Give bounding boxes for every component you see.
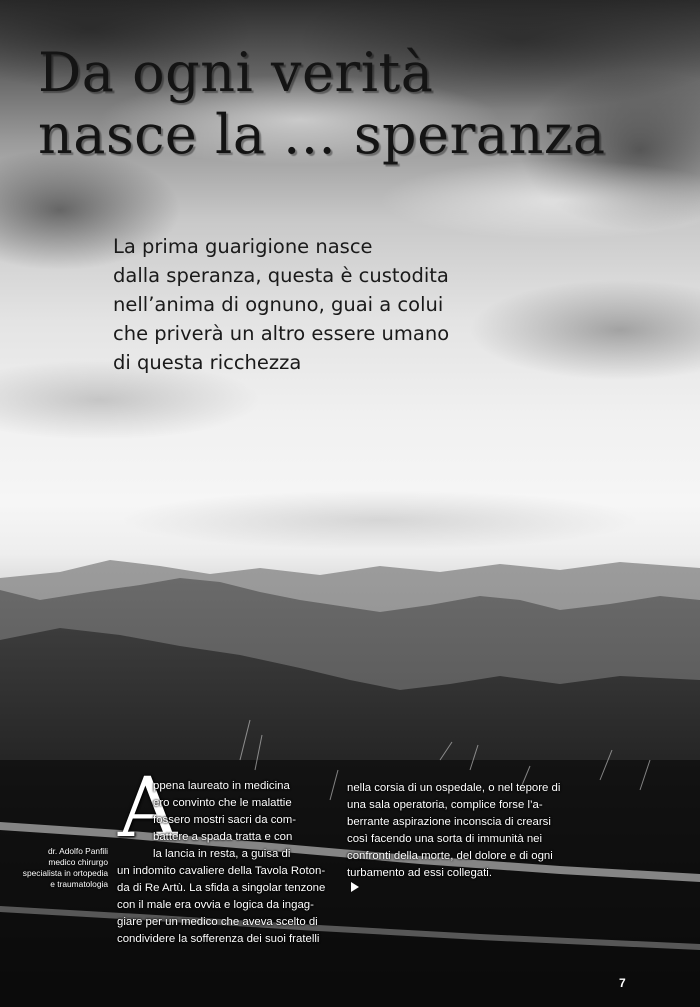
title-line-1: Da ogni verità bbox=[38, 41, 434, 104]
body-line: nella corsia di un ospedale, o nel tepore di bbox=[347, 782, 561, 794]
subtitle-line: La prima guarigione nasce bbox=[113, 235, 373, 258]
body-line: un indomito cavaliere della Tavola Roton- bbox=[117, 865, 326, 877]
body-line-text: turbamento ad essi collegati. bbox=[347, 867, 492, 879]
body-line: giare per un medico che aveva scelto di bbox=[117, 916, 318, 928]
article-subtitle bbox=[113, 232, 533, 377]
body-line: ero convinto che le malattie bbox=[153, 797, 292, 809]
author-role: specialista in ortopedia bbox=[22, 868, 108, 878]
subtitle-line: che priverà un altro essere umano bbox=[113, 322, 450, 345]
body-line: la lancia in resta, a guisa di bbox=[153, 848, 291, 860]
body-line: una sala operatoria, complice forse l’a- bbox=[347, 799, 543, 811]
body-line: confronti della morte, del dolore e di ogni bbox=[347, 850, 553, 862]
continue-arrow-icon bbox=[351, 882, 359, 892]
title-line-2: nasce la ... speranza bbox=[38, 103, 606, 166]
author-byline bbox=[8, 846, 108, 890]
subtitle-line: di questa ricchezza bbox=[113, 351, 302, 374]
body-line: da di Re Artù. La sfida a singolar tenzone bbox=[117, 882, 326, 894]
body-line: battere a spada tratta e con bbox=[153, 831, 293, 843]
author-name: dr. Adolfo Panfili bbox=[47, 846, 108, 856]
body-line: berrante aspirazione inconscia di crearsi bbox=[347, 816, 551, 828]
article-column-2 bbox=[347, 780, 562, 892]
body-line: così facendo una sorta di immunità nei bbox=[347, 833, 543, 845]
subtitle-line: dalla speranza, questa è custodita bbox=[113, 264, 449, 287]
page-number: 7 bbox=[619, 976, 626, 990]
drop-cap: A bbox=[118, 761, 178, 856]
author-role: medico chirurgo bbox=[48, 857, 108, 867]
author-role: e traumatologia bbox=[50, 879, 108, 889]
body-line-last bbox=[347, 865, 562, 892]
body-line: ppena laureato in medicina bbox=[153, 780, 290, 792]
article-title bbox=[38, 42, 606, 166]
body-line: condividere la sofferenza dei suoi fratelli bbox=[117, 933, 320, 945]
subtitle-line: nell’anima di ognuno, guai a colui bbox=[113, 293, 444, 316]
article-column-1 bbox=[117, 778, 337, 948]
body-line: con il male era ovvia e logica da ingag- bbox=[117, 899, 314, 911]
body-line: fossero mostri sacri da com- bbox=[153, 814, 297, 826]
